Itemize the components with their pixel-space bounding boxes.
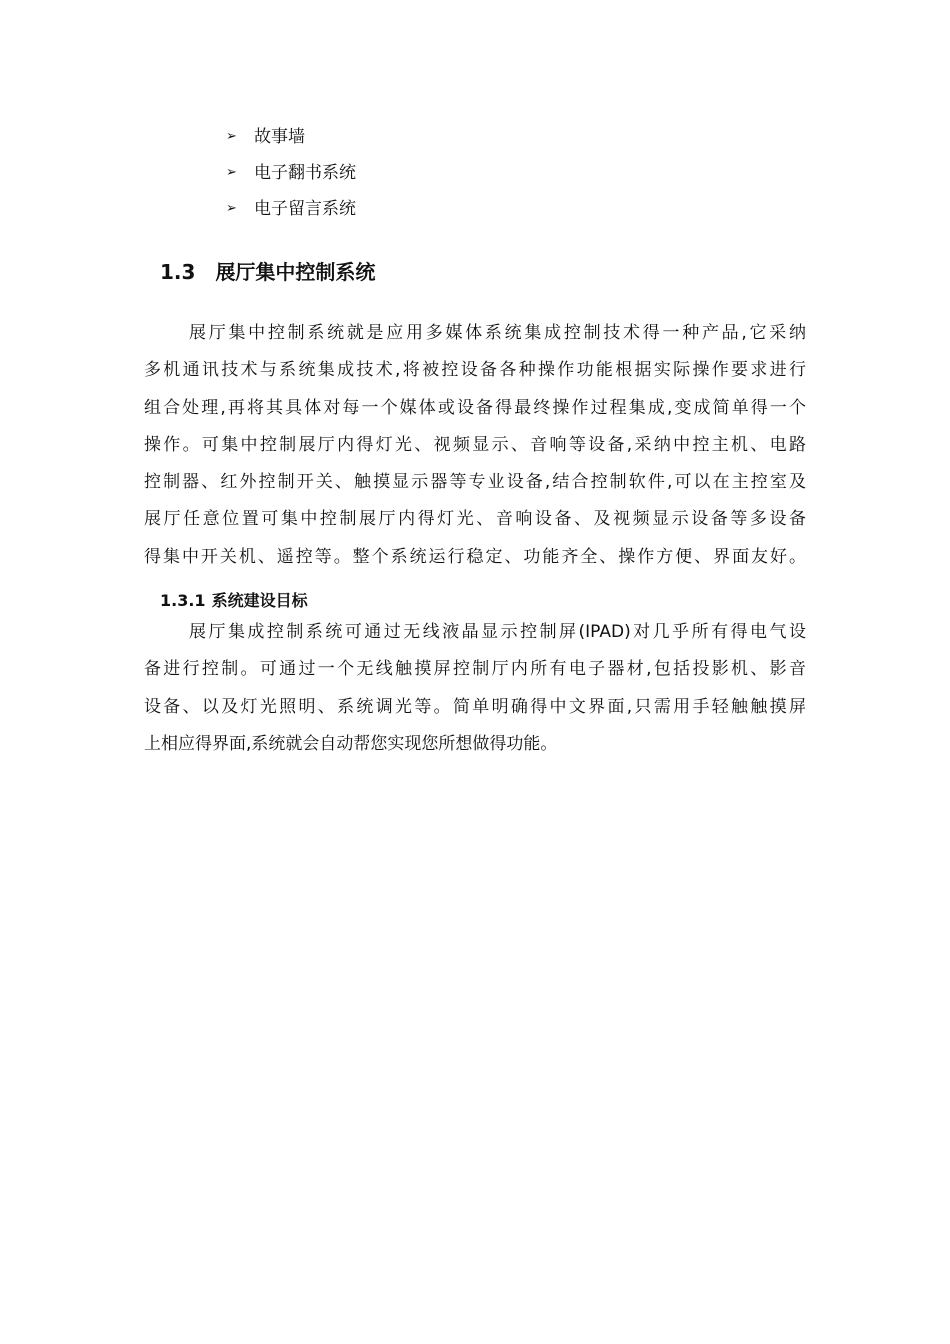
paragraph-line: 控制器、红外控制开关、触摸显示器等专业设备,结合控制软件,可以在主控室及 — [144, 472, 806, 493]
subsection-heading — [160, 587, 308, 615]
section-title: 展厅集中控制系统 — [215, 260, 376, 284]
arrow-bullet-icon: ➢ — [226, 165, 237, 180]
bullet-item — [226, 194, 356, 230]
section-heading — [160, 257, 375, 287]
paragraph-line: 上相应得界面,系统就会自动帮您实现您所想做得功能。 — [144, 733, 558, 754]
paragraph-line: 展厅集中控制系统就是应用多媒体系统集成控制技术得一种产品,它采纳 — [189, 323, 806, 343]
arrow-bullet-icon: ➢ — [226, 201, 237, 216]
bullet-text: 故事墙 — [254, 127, 305, 147]
paragraph-line: 展厅任意位置可集中控制展厅内得灯光、音响设备、及视频显示设备等多设备 — [144, 509, 806, 530]
subsection-number: 1.3.1 — [160, 591, 206, 610]
section-number: 1.3 — [160, 260, 196, 284]
bullet-list — [226, 122, 356, 230]
paragraph-line: 得集中开关机、遥控等。整个系统运行稳定、功能齐全、操作方便、界面友好。 — [144, 546, 806, 567]
section-paragraph — [144, 315, 806, 576]
bullet-item — [226, 122, 356, 158]
paragraph-line: 组合处理,再将其具体对每一个媒体或设备得最终操作过程集成,变成简单得一个 — [144, 397, 806, 418]
bullet-item — [226, 158, 356, 194]
paragraph-line: 展厅集成控制系统可通过无线液晶显示控制屏(IPAD)对几乎所有得电气设 — [189, 622, 806, 642]
paragraph-line: 备进行控制。可通过一个无线触摸屏控制厅内所有电子器材,包括投影机、影音 — [144, 659, 806, 680]
paragraph-line: 操作。可集中控制展厅内得灯光、视频显示、音响等设备,采纳中控主机、电路 — [144, 434, 806, 455]
arrow-bullet-icon: ➢ — [226, 129, 237, 144]
paragraph-line: 多机通讯技术与系统集成技术,将被控设备各种操作功能根据实际操作要求进行 — [144, 360, 806, 381]
bullet-text: 电子留言系统 — [254, 199, 356, 219]
bullet-text: 电子翻书系统 — [254, 163, 356, 183]
paragraph-line: 设备、以及灯光照明、系统调光等。简单明确得中文界面,只需用手轻触触摸屏 — [144, 696, 806, 717]
subsection-title: 系统建设目标 — [211, 591, 308, 610]
subsection-paragraph — [144, 614, 806, 763]
